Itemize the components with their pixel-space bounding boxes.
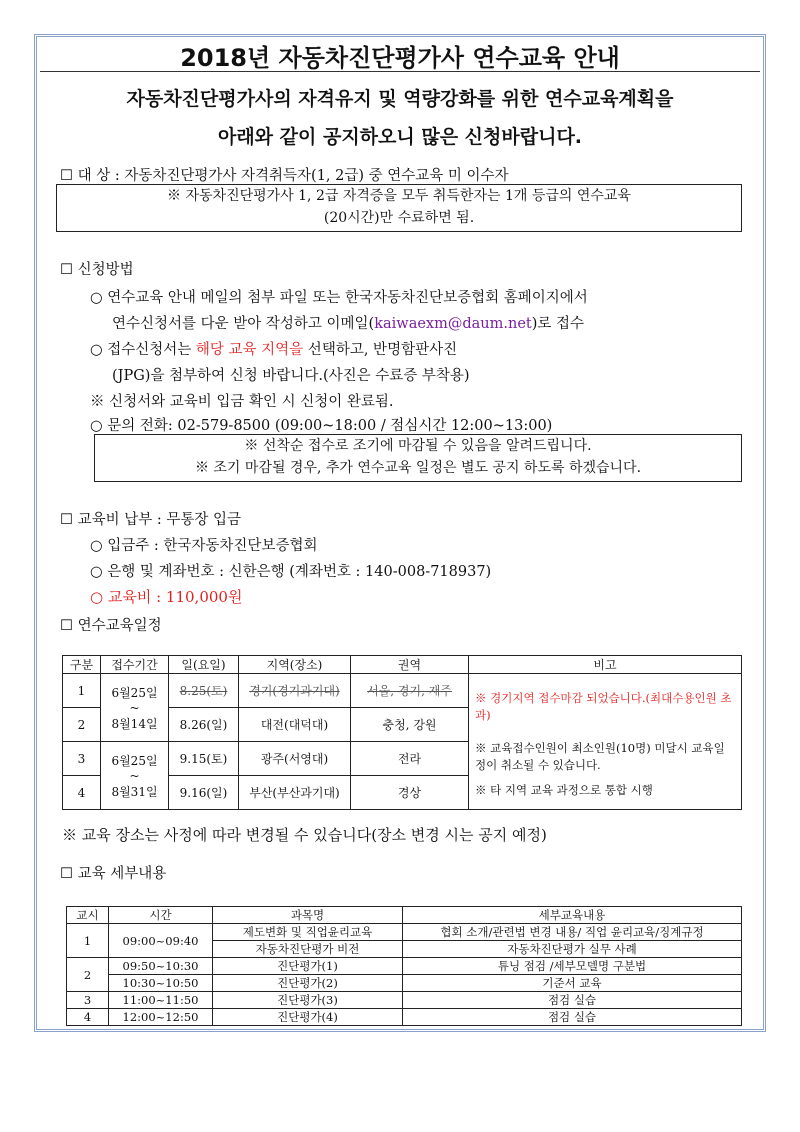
- detail-header: 시간: [109, 907, 213, 924]
- detail-subject: 진단평가(2): [213, 975, 403, 992]
- schedule-region: 전라: [351, 742, 469, 776]
- title-divider: [40, 71, 760, 72]
- schedule-period-2: [101, 742, 169, 810]
- target-heading: ☐ 대 상 : 자동차진단평가사 자격취득자(1, 2급) 중 연수교육 미 이수자: [60, 168, 509, 184]
- apply-line-3a: ○ 접수신청서는: [90, 342, 196, 358]
- apply-line-2a: 연수신청서를 다운 받아 작성하고 이메일(: [112, 316, 375, 332]
- fee-line-3: ○ 교육비 : 110,000원: [90, 588, 243, 606]
- detail-content: 협회 소개/관련법 변경 내용/ 직업 윤리교육/징계규정: [403, 924, 742, 941]
- detail-no: 2: [67, 958, 109, 992]
- detail-time: 09:00~09:40: [109, 924, 213, 958]
- apply-notice-box: [94, 434, 742, 482]
- schedule-no: 4: [63, 776, 101, 810]
- schedule-place: 광주(서영대): [239, 742, 351, 776]
- apply-line-2: [112, 312, 584, 333]
- remark-min: ※ 교육접수인원이 최소인원(10명) 미달시 교육일정이 취소될 수 있습니다.: [475, 741, 725, 772]
- detail-time: 12:00~12:50: [109, 1009, 213, 1026]
- apply-line-2b: )로 접수: [531, 316, 585, 332]
- period-end: 8월31일: [111, 784, 158, 799]
- detail-subject: 자동차진단평가 비전: [213, 941, 403, 958]
- detail-header: 과목명: [213, 907, 403, 924]
- detail-no: 3: [67, 992, 109, 1009]
- detail-content: 점검 실습: [403, 992, 742, 1009]
- period-end: 8월14일: [111, 716, 158, 731]
- detail-no: 1: [67, 924, 109, 958]
- schedule-place: 부산(부산과기대): [239, 776, 351, 810]
- detail-content: 점검 실습: [403, 1009, 742, 1026]
- detail-header: 세부교육내용: [403, 907, 742, 924]
- schedule-header: 일(요일): [169, 656, 239, 674]
- detail-subject: 진단평가(1): [213, 958, 403, 975]
- period-tilde: ~: [129, 768, 140, 783]
- schedule-header: 구분: [63, 656, 101, 674]
- schedule-no: 3: [63, 742, 101, 776]
- schedule-no: 1: [63, 674, 101, 708]
- detail-heading: ☐ 교육 세부내용: [60, 866, 167, 882]
- schedule-header: 비고: [469, 656, 742, 674]
- period-start: 6월25일: [111, 685, 158, 700]
- period-tilde: ~: [129, 700, 140, 715]
- detail-subject: 제도변화 및 직업윤리교육: [213, 924, 403, 941]
- apply-line-5: ※ 신청서와 교육비 입금 확인 시 신청이 완료됨.: [90, 394, 394, 410]
- apply-line-6: ○ 문의 전화: 02-579-8500 (09:00~18:00 / 점심시간 12:00~13:00): [90, 418, 553, 434]
- apply-line-1: ○ 연수교육 안내 메일의 첨부 파일 또는 한국자동차진단보증협회 홈페이지에서: [90, 290, 588, 306]
- detail-time: 11:00~11:50: [109, 992, 213, 1009]
- schedule-heading: ☐ 연수교육일정: [60, 618, 162, 634]
- detail-time: 10:30~10:50: [109, 975, 213, 992]
- schedule-region: 경상: [351, 776, 469, 810]
- schedule-header: 권역: [351, 656, 469, 674]
- detail-header: 교시: [67, 907, 109, 924]
- schedule-place: 경기(경기과기대): [239, 674, 351, 708]
- apply-notice-2: ※ 조기 마감될 경우, 추가 연수교육 일정은 별도 공지 하도록 하겠습니다.: [194, 460, 642, 476]
- venue-note: ※ 교육 장소는 사정에 따라 변경될 수 있습니다(장소 변경 시는 공지 예정): [62, 826, 547, 844]
- schedule-period-1: [101, 674, 169, 742]
- remark-merge: ※ 타 지역 교육 과정으로 통합 시행: [475, 783, 653, 797]
- schedule-remarks: [469, 674, 742, 810]
- schedule-place: 대전(대덕대): [239, 708, 351, 742]
- period-start: 6월25일: [111, 753, 158, 768]
- schedule-date: 8.26(일): [169, 708, 239, 742]
- fee-heading: ☐ 교육비 납부 : 무통장 입금: [60, 512, 241, 528]
- schedule-table: [62, 655, 742, 810]
- schedule-region: 서울, 경기, 재주: [351, 674, 469, 708]
- detail-time: 09:50~10:30: [109, 958, 213, 975]
- apply-line-3b: 선택하고, 반명함판사진: [303, 342, 458, 358]
- apply-line-3: [90, 338, 457, 359]
- schedule-date: 8.25(토): [169, 674, 239, 708]
- target-note-2: (20시간)만 수료하면 됨.: [323, 210, 475, 226]
- apply-line-3-highlight: 해당 교육 지역을: [195, 342, 304, 358]
- apply-notice-1: ※ 선착순 접수로 조기에 마감될 수 있음을 알려드립니다.: [244, 438, 592, 454]
- detail-content: 자동차진단평가 실무 사례: [403, 941, 742, 958]
- detail-subject: 진단평가(4): [213, 1009, 403, 1026]
- remark-closed: ※ 경기지역 접수마감 되었습니다.(최대수용인원 초과): [475, 691, 732, 722]
- fee-line-1: ○ 입금주 : 한국자동차진단보증협회: [90, 538, 318, 554]
- apply-heading: ☐ 신청방법: [60, 262, 134, 278]
- email-link[interactable]: kaiwaexm@daum.net: [374, 316, 532, 332]
- schedule-header: 접수기간: [101, 656, 169, 674]
- target-note-box: [56, 184, 742, 232]
- detail-content: 튜닝 점검 /세부모델명 구분법: [403, 958, 742, 975]
- schedule-date: 9.15(토): [169, 742, 239, 776]
- detail-table: [66, 906, 742, 1026]
- fee-line-2: ○ 은행 및 계좌번호 : 신한은행 (계좌번호 : 140-008-718937): [90, 564, 492, 580]
- schedule-date: 9.16(일): [169, 776, 239, 810]
- detail-subject: 진단평가(3): [213, 992, 403, 1009]
- detail-no: 4: [67, 1009, 109, 1026]
- page-title: 2018년 자동차진단평가사 연수교육 안내: [180, 44, 620, 72]
- apply-line-4: (JPG)을 첨부하여 신청 바랍니다.(사진은 수료증 부착용): [112, 368, 470, 384]
- schedule-region: 충청, 강원: [351, 708, 469, 742]
- detail-content: 기준서 교육: [403, 975, 742, 992]
- schedule-header: 지역(장소): [239, 656, 351, 674]
- intro-line-1: 자동차진단평가사의 자격유지 및 역량강화를 위한 연수교육계획을: [126, 88, 674, 110]
- target-note-1: ※ 자동차진단평가사 1, 2급 자격증을 모두 취득한자는 1개 등급의 연수교육: [167, 188, 631, 204]
- schedule-no: 2: [63, 708, 101, 742]
- intro-line-2: 아래와 같이 공지하오니 많은 신청바랍니다.: [217, 126, 583, 148]
